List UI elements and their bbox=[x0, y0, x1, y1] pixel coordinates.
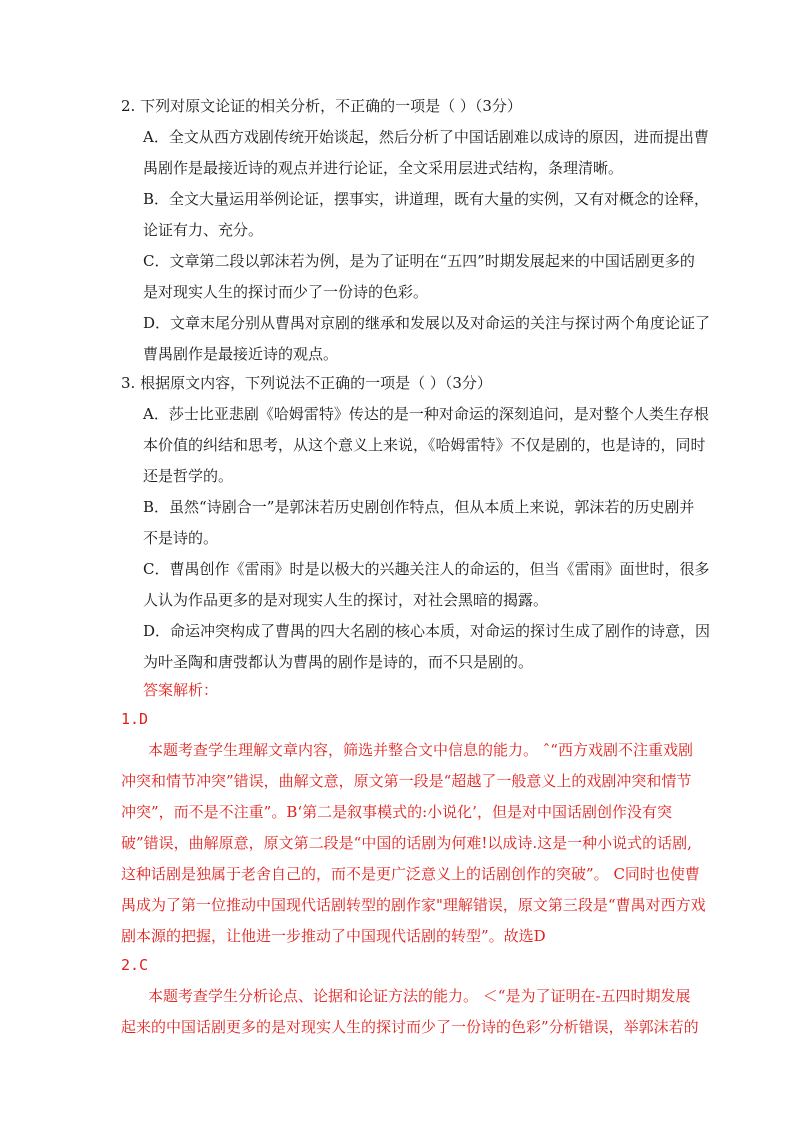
question-2-option-b-line-1: B．全文大量运用举例论证，摆事实，讲道理，既有大量的实例，又有对概念的诠释， bbox=[143, 190, 710, 208]
question-2-option-a-line-1: A．全文从西方戏剧传统开始谈起，然后分析了中国话剧难以成诗的原因，进而提出曹 bbox=[143, 128, 709, 146]
question-2-option-a-line-2: 禺剧作是最接近诗的观点并进行论证，全文采用层进式结构，条理清晰。 bbox=[143, 159, 624, 177]
answer-1-line: 破”错误，曲解原意，原文第二段是“中国的话剧为何难!以成诗.这是一种小说式的话剧, bbox=[121, 834, 692, 852]
question-2-stem: 2. 下列对原文论证的相关分析，不正确的一项是（ ）（3分） bbox=[121, 97, 522, 115]
answer-1-line: 这种话剧是独属于老舍自己的，而不是更广泛意义上的话剧创作的突破”。 C同时也使曹 bbox=[121, 865, 700, 883]
question-2-option-b-line-2: 论证有力、充分。 bbox=[143, 221, 264, 239]
question-3-stem: 3. 根据原文内容，下列说法不正确的一项是（ ）（3分） bbox=[121, 374, 492, 392]
answer-1-line: 本题考查学生理解文章内容，筛选并整合文中信息的能力。 ˆ“西方戏剧不注重戏剧 bbox=[148, 741, 693, 759]
answer-1-line: 冲突和情节冲突”错误，曲解文意，原文第一段是“超越了一般意义上的戏剧冲突和情节 bbox=[121, 772, 692, 790]
question-3-option-b-line-1: B．虽然“诗剧合一”是郭沫若历史剧创作特点，但从本质上来说，郭沫若的历史剧并 bbox=[143, 498, 695, 516]
answer-1-line: 禺成为了第一位推动中国现代话剧转型的剧作家"理解错误，原文第三段是“曹禺对西方戏 bbox=[121, 896, 706, 914]
question-3-option-a-line-3: 还是哲学的。 bbox=[143, 467, 234, 485]
question-3-option-b-line-2: 不是诗的。 bbox=[143, 529, 219, 547]
question-3-option-c-line-1: C．曹禺创作《雷雨》时是以极大的兴趣关注人的命运的，但当《雷雨》面世时，很多 bbox=[143, 560, 710, 578]
answer-1-line: 剧本源的把握，让他进一步推动了中国现代话剧的转型”。故选D bbox=[121, 927, 546, 945]
question-2-option-d-line-2: 曹禺剧作是最接近诗的观点。 bbox=[143, 345, 339, 363]
question-2-option-c-line-2: 是对现实人生的探讨而少了一份诗的色彩。 bbox=[143, 283, 429, 301]
question-3-option-a-line-1: A．莎士比亚悲剧《哈姆雷特》传达的是一种对命运的深刻追问，是对整个人类生存根 bbox=[143, 405, 709, 423]
question-3-option-d-line-2: 为叶圣陶和唐弢都认为曹禺的剧作是诗的，而不只是剧的。 bbox=[143, 653, 534, 671]
question-3-option-c-line-2: 人认为作品更多的是对现实人生的探讨，对社会黑暗的揭露。 bbox=[143, 591, 549, 609]
answer-heading: 答案解析： bbox=[143, 681, 219, 699]
answer-1-label: 1.D bbox=[121, 710, 149, 728]
question-3-option-a-line-2: 本价值的纠结和思考，从这个意义上来说，《哈姆雷特》不仅是剧的，也是诗的，同时 bbox=[143, 436, 706, 454]
answer-2-line: 本题考查学生分析论点、论据和论证方法的能力。 ＜“是为了证明在-五四时期发展 bbox=[148, 987, 691, 1005]
answer-2-line: 起来的中国话剧更多的是对现实人生的探讨而少了一份诗的色彩”分析错误，举郭沫若的 bbox=[121, 1018, 699, 1036]
question-2-option-d-line-1: D．文章末尾分别从曹禺对京剧的继承和发展以及对命运的关注与探讨两个角度论证了 bbox=[143, 314, 711, 332]
answer-1-line: 冲突”，而不是不注重”。B‘第二是叙事模式的:小说化’，但是对中国话剧创作没有突 bbox=[121, 803, 672, 821]
question-2-option-c-line-1: C．文章第二段以郭沫若为例，是为了证明在“五四”时期发展起来的中国话剧更多的 bbox=[143, 252, 695, 270]
answer-2-label: 2.C bbox=[121, 956, 149, 974]
question-3-option-d-line-1: D．命运冲突构成了曹禺的四大名剧的核心本质，对命运的探讨生成了剧作的诗意，因 bbox=[143, 622, 711, 640]
